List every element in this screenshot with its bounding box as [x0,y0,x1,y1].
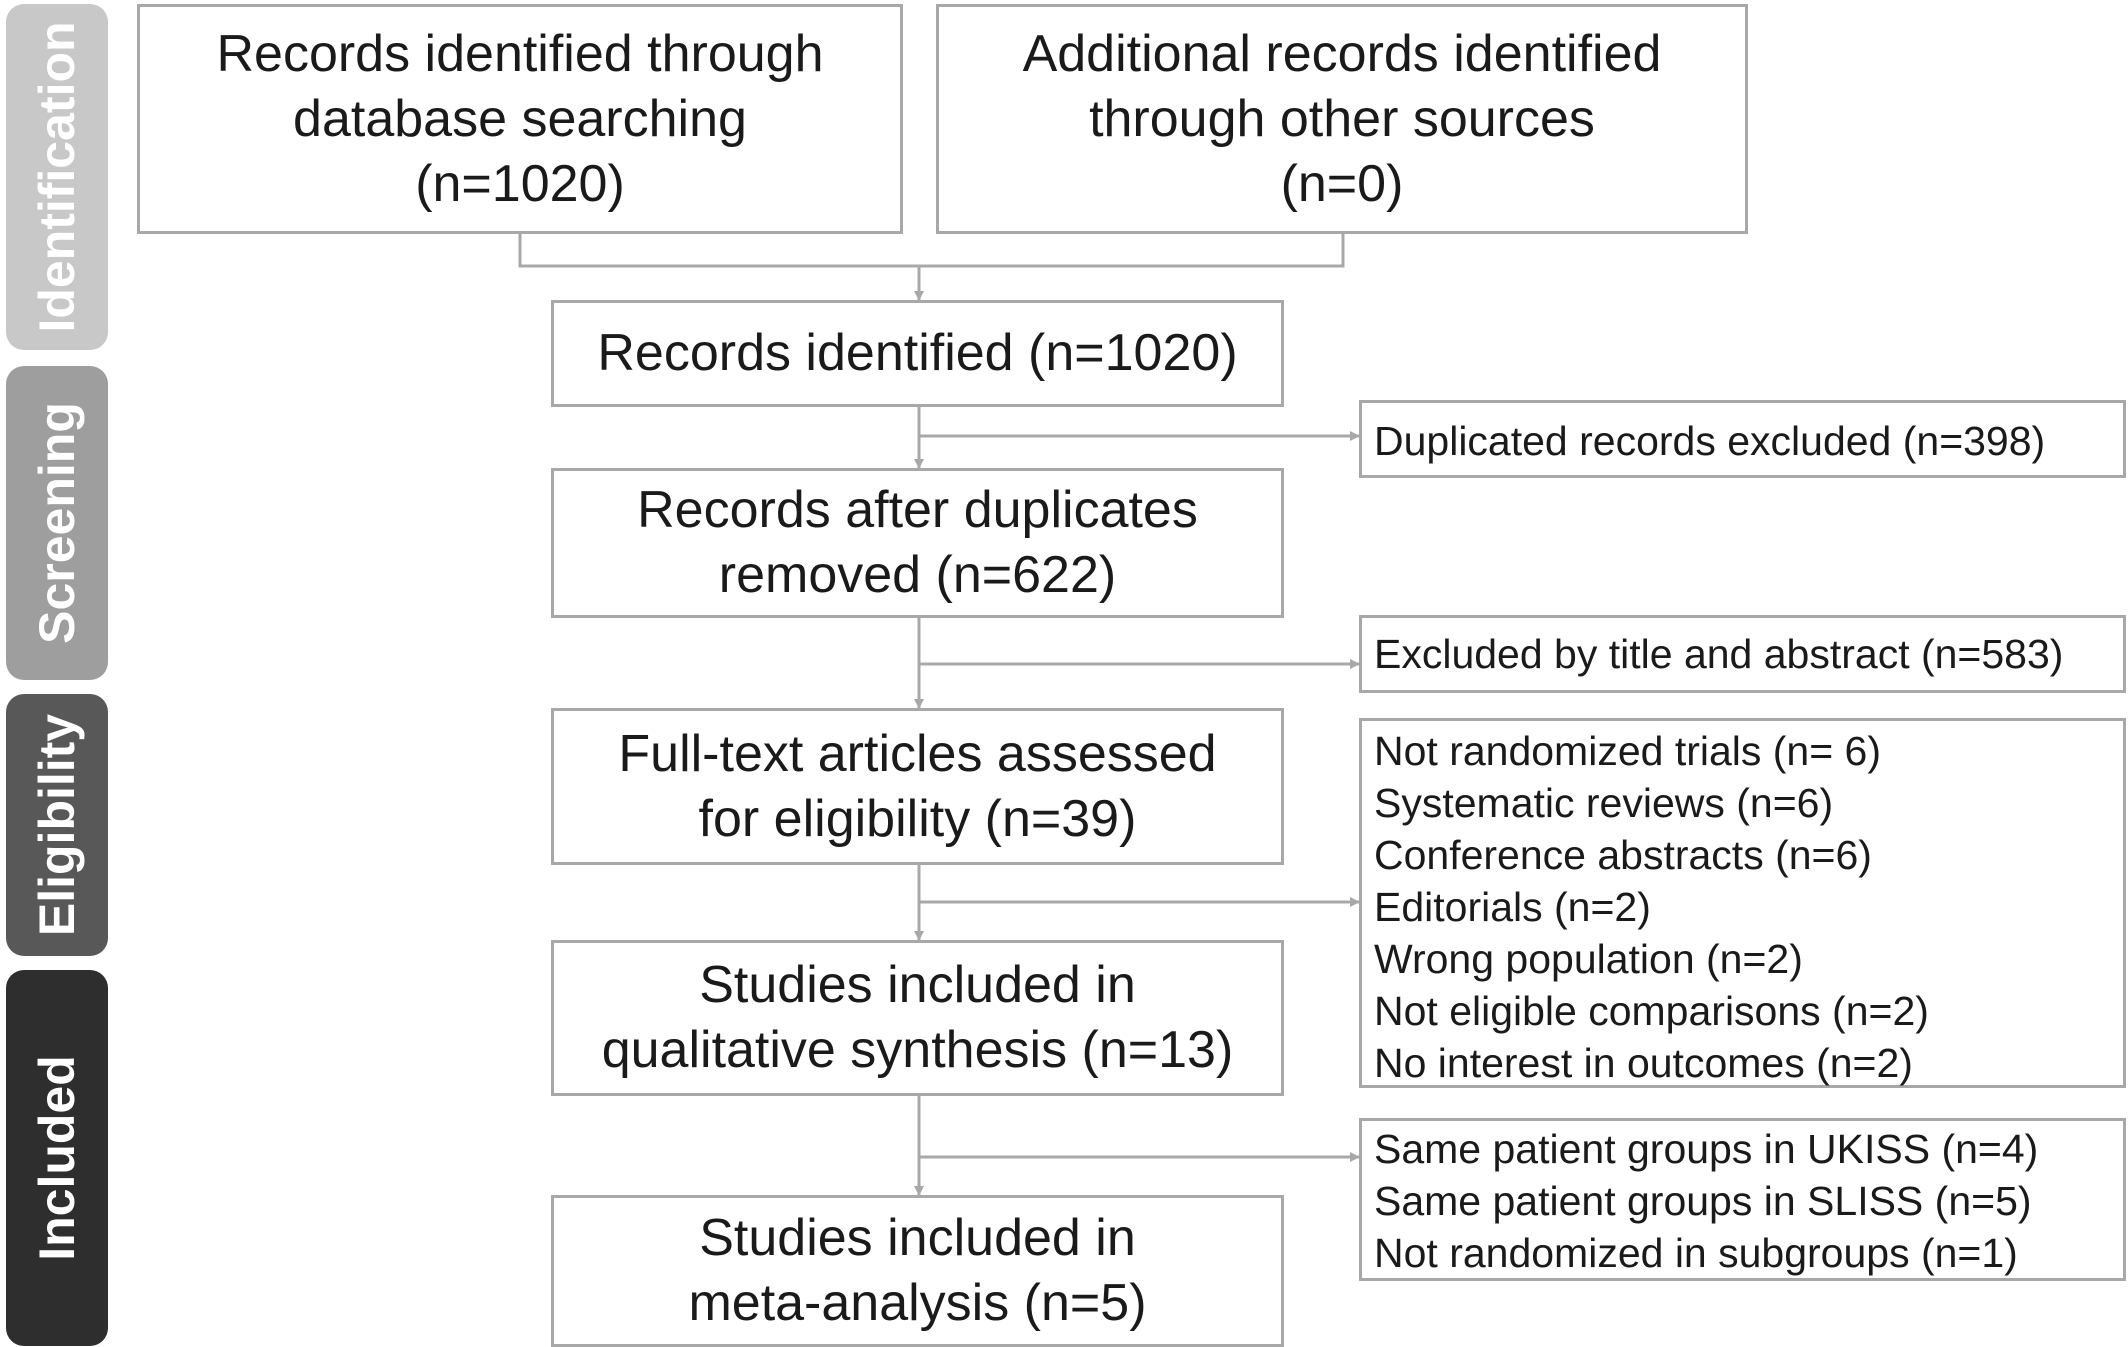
qualitative-excluded-item: Not randomized in subgroups (n=1) [1374,1230,2018,1276]
full-text-box [551,708,1284,865]
full-text-excluded-item: Not randomized trials (n= 6) [1374,728,1882,774]
database-search-box [137,4,903,234]
title-abstract-excluded-box [1359,615,2126,693]
full-text-excluded-item: Systematic reviews (n=6) [1374,780,1834,826]
full-text-excluded-item: Editorials (n=2) [1374,884,1651,930]
records-identified-box [551,300,1284,407]
full-text-excluded-item: Wrong population (n=2) [1374,936,1803,982]
full-text-excluded-box [1359,718,2126,1088]
database-search-text: Records identified through database searching (n=1020) [216,24,824,213]
other-sources-text: Additional records identified through other sources (n=0) [1022,24,1662,213]
meta-analysis-box [551,1195,1284,1347]
after-duplicates-text: Records after duplicates removed (n=622) [637,481,1198,604]
full-text-excluded-item: Conference abstracts (n=6) [1374,832,1872,878]
duplicates-excluded-text: Duplicated records excluded (n=398) [1374,418,2046,464]
meta-analysis-text: Studies included in meta-analysis (n=5) [688,1209,1147,1332]
full-text-excluded-item: No interest in outcomes (n=2) [1374,1040,1913,1086]
title-abstract-excluded-text: Excluded by title and abstract (n=583) [1374,631,2064,677]
other-sources-box [936,4,1748,234]
merge-connector [520,234,1343,266]
after-duplicates-box [551,468,1284,618]
records-identified-text: Records identified (n=1020) [597,324,1238,382]
stage-eligibility-label: Eligibility [29,713,85,937]
qualitative-excluded-item: Same patient groups in UKISS (n=4) [1374,1126,2039,1172]
duplicates-excluded-box [1359,400,2126,478]
qualitative-box [551,940,1284,1096]
stage-included-label: Included [29,1055,85,1261]
full-text-text: Full-text articles assessed for eligibility (n=39) [618,724,1217,848]
qualitative-excluded-box [1359,1118,2126,1281]
stage-screening-label: Screening [29,402,85,644]
qualitative-excluded-item: Same patient groups in SLISS (n=5) [1374,1178,2032,1224]
stage-identification-label: Identification [29,21,85,333]
full-text-excluded-item: Not eligible comparisons (n=2) [1374,988,1929,1034]
qualitative-text: Studies included in qualitative synthesis (n=13) [601,956,1234,1079]
